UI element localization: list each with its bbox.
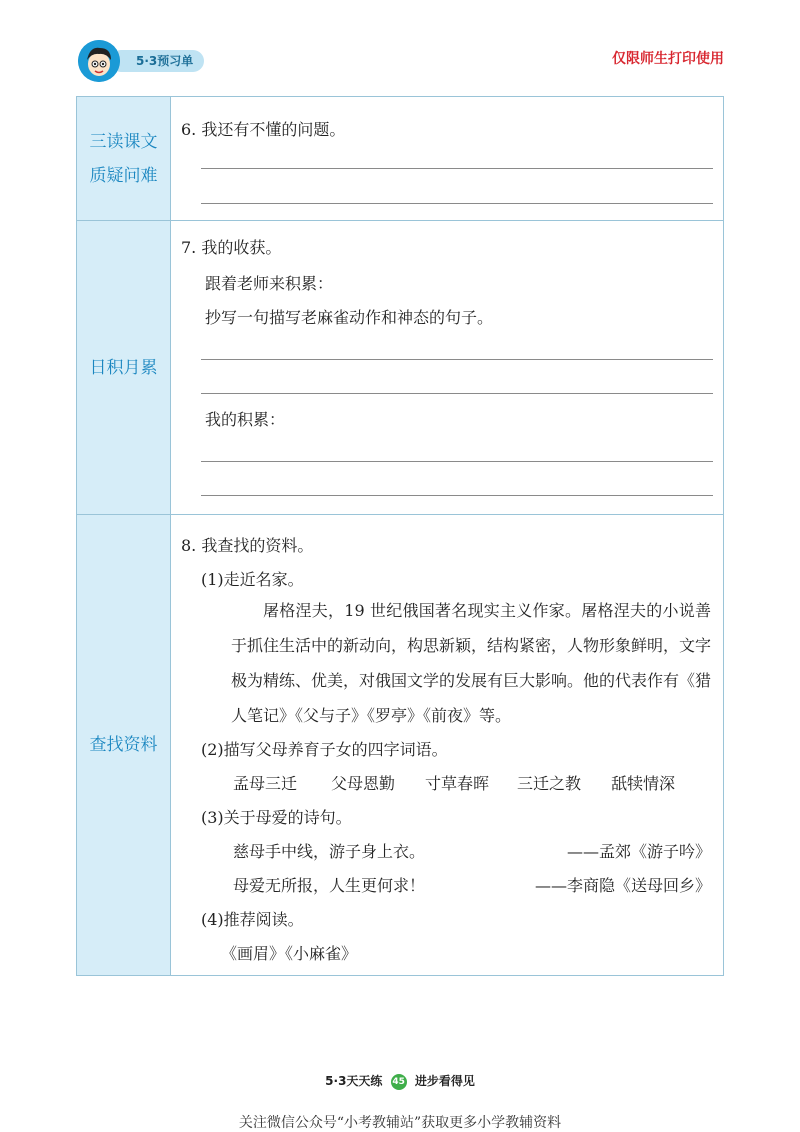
part1-title: (1)走近名家。 xyxy=(201,570,304,589)
part2-title: (2)描写父母养育子女的四字词语。 xyxy=(201,740,448,759)
section-accumulate xyxy=(77,221,723,515)
question-7: 7. 我的收获。 xyxy=(181,238,282,257)
answer-line[interactable] xyxy=(201,495,713,496)
header-badge xyxy=(110,50,204,72)
label-line1: 三读课文 xyxy=(89,131,158,152)
answer-line[interactable] xyxy=(201,359,713,360)
poem-line-1: 慈母手中线，游子身上衣。 xyxy=(233,842,426,861)
idiom-item: 寸草春晖 xyxy=(425,774,490,793)
section-label-questions xyxy=(77,97,171,220)
section-label-accumulate: 日积月累 xyxy=(77,221,171,514)
section-questions xyxy=(77,97,723,221)
answer-line[interactable] xyxy=(201,461,713,462)
my-accumulation-label: 我的积累： xyxy=(205,410,286,429)
poem-line-2: 母爱无所报，人生更何求！ xyxy=(233,876,426,895)
answer-line[interactable] xyxy=(201,393,713,394)
follow-teacher-text: 跟着老师来积累： xyxy=(205,274,334,293)
answer-line[interactable] xyxy=(201,203,713,204)
section-content-research xyxy=(171,515,723,975)
idiom-item: 父母恩勤 xyxy=(331,774,396,793)
copy-sentence-prompt: 抄写一句描写老麻雀动作和神态的句子。 xyxy=(205,308,494,327)
print-only-notice: 仅限师生打印使用 xyxy=(612,51,724,67)
page-number: 45 xyxy=(391,1074,407,1090)
poem-source-2: ——李商隐《送母回乡》 xyxy=(534,876,711,895)
idiom-item: 舐犊情深 xyxy=(611,774,676,793)
section-research xyxy=(77,515,723,975)
recommended-books: 《画眉》《小麻雀》 xyxy=(221,944,358,963)
question-8: 8. 我查找的资料。 xyxy=(181,536,314,555)
header-badge-text: 5·3预习单 xyxy=(136,54,194,68)
section-label-research: 查找资料 xyxy=(77,515,171,975)
footer-right: 进步看得见 xyxy=(414,1074,475,1088)
part3-title: (3)关于母爱的诗句。 xyxy=(201,808,352,827)
poem-source-1: ——孟郊《游子吟》 xyxy=(566,842,711,861)
boy-mascot-icon xyxy=(78,40,120,82)
section-content-accumulate xyxy=(171,221,723,514)
author-bio xyxy=(231,593,711,733)
label-line2: 质疑问难 xyxy=(89,165,158,186)
answer-line[interactable] xyxy=(201,168,713,169)
part4-title: (4)推荐阅读。 xyxy=(201,910,304,929)
idiom-item: 三迁之教 xyxy=(517,774,582,793)
footer-left: 5·3天天练 xyxy=(325,1074,383,1088)
worksheet-table xyxy=(76,96,724,976)
page-footer xyxy=(0,1072,800,1090)
idiom-item: 孟母三迁 xyxy=(233,774,298,793)
section-content-questions xyxy=(171,97,723,220)
author-bio-text: 屠格涅夫，19 世纪俄国著名现实主义作家。屠格涅夫的小说善于抓住生活中的新动向，构思新颖，结构紧密，人物形象鲜明，文字极为精练、优美，对俄国文学的发展有巨大影响。他的代表作有《猎人笔记》《父与子》《罗亭》《前夜》等。 xyxy=(231,601,712,725)
footer-note: 关注微信公众号“小考教辅站”获取更多小学教辅资料 xyxy=(238,1115,562,1131)
question-6: 6. 我还有不懂的问题。 xyxy=(181,120,346,139)
